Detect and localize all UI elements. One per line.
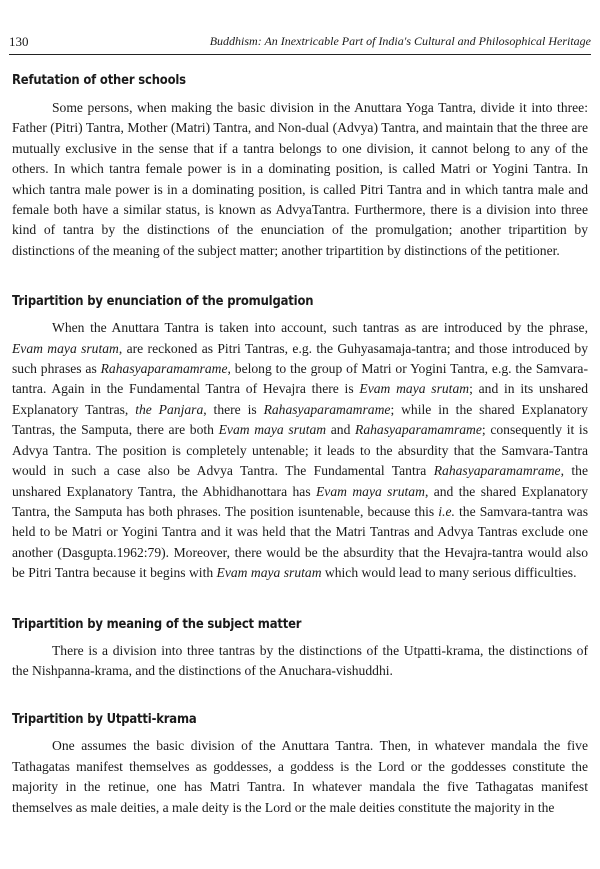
paragraph <box>12 641 588 682</box>
paragraph <box>12 98 588 261</box>
text-run: , there is <box>203 401 264 417</box>
italic-term: i.e. <box>438 503 455 519</box>
italic-term: Evam maya srutam <box>316 483 425 499</box>
italic-term: Evam maya srutam <box>216 565 322 581</box>
italic-term: Rahasyaparamamrame <box>263 401 391 417</box>
italic-term: Evam maya srutam <box>218 422 327 438</box>
running-header <box>9 32 591 55</box>
text-run: , belong to the group of Matri or Yogini Tantra, e.g. the Samvara-tantra. Again in the Fundamental Tantra of Hevajra there is <box>12 361 588 397</box>
italic-term: Rahasyaparamamrame <box>355 422 482 438</box>
text-run: the Samvara-tantra was held to be Matri or Yogini Tantra and it was held that the Matri Tantras and Advya Tantras exclude one another (Dasgupta.1962:79). Moreover, there would be the absurdity that the Hevajra-tantra would also be Pitri Tantra because it begins with <box>12 503 588 581</box>
text-run: , and the shared Explanatory Tantra, the Samputa has both phrases. The position isuntenable, because this <box>12 483 589 519</box>
text-run: ; consequently it is Advya Tantra. The position is completely untenable; it leads to the absurdity that the Samvara-Tantra would in such a case also be Advya Tantra. The Fundamental Tantra <box>12 422 588 479</box>
italic-term: Rahasyaparamamrame <box>100 361 228 377</box>
text-run: , are reckoned as Pitri Tantras, e.g. the Guhyasamaja-tantra; and those introduced by such phrases as <box>12 340 588 377</box>
italic-term: Evam maya srutam <box>12 340 119 356</box>
italic-term: Evam maya srutam <box>359 381 470 397</box>
section-enunciation <box>12 291 588 583</box>
section-heading: Tripartition by enunciation of the promulgation <box>12 294 314 310</box>
text-run: There is a division into three tantras by the distinctions of the Utpatti-krama, the distinctions of the Nishpanna-krama, and the distinctions of the Anuchara-vishuddhi. <box>12 642 588 678</box>
text-run: Some persons, when making the basic division in the Anuttara Yoga Tantra, divide it into three: Father (Pitri) Tantra, Mother (Matri) Tantra, and Non-dual (Advya) Tantra, and maintain that the three are mutually exclusive in the sense that if a tantra belongs to one division, it cannot belong to any of the others. In which tantra female power is in a dominating position, is called Matri or Yogini Tantra. In which tantra male power is in a dominating position, is called Pitri Tantra and in which tantra male and female both have a similar status, is known as AdvyaTantra. Furthermore, there is a division into three kind of tantra by the distinctions of the enunciation of the promulgation; another tripartition by distinctions of the meaning of the subject matter; another tripartition by distinctions of the petitioner. <box>12 100 588 258</box>
section-heading: Refutation of other schools <box>12 73 186 88</box>
italic-term: the Panjara <box>135 401 204 417</box>
text-run: ; while in the shared Explanatory Tantras, the Samputa, there are both <box>12 401 588 438</box>
text-run: and <box>326 422 356 438</box>
running-title: Buddhism: An Inextricable Part of India's Cultural and Philosophical Heritage <box>209 34 591 48</box>
section-refutation <box>12 70 588 261</box>
text-run: One assumes the basic division of the Anuttara Tantra. Then, in whatever mandala the five Tathagatas manifest themselves as goddesses, a goddess is the Lord or the goddesses constitute the majority in the retinue, one has Matri Tantra. In whatever mandala the five Tathagatas manifest themselves as male deities, a male deity is the Lord or the male deities constitute the majority in the <box>12 738 588 815</box>
page-number: 130 <box>9 34 29 49</box>
text-run: ; and in its unshared Explanatory Tantras, <box>12 381 588 417</box>
body-content <box>12 70 588 818</box>
text-run: which would lead to many serious difficulties. <box>321 565 577 581</box>
text-run: , the unshared Explanatory Tantra, the Abhidhanottara has <box>12 463 588 499</box>
section-subject-matter <box>12 614 588 682</box>
section-heading: Tripartition by meaning of the subject matter <box>12 616 302 632</box>
section-utpatti-krama <box>12 709 588 818</box>
italic-term: Rahasyaparamamrame <box>433 463 561 479</box>
paragraph <box>12 318 588 583</box>
paragraph <box>12 736 588 818</box>
section-heading: Tripartition by Utpatti-krama <box>12 712 197 728</box>
text-run: When the Anuttara Tantra is taken into account, such tantras as are introduced by the phrase, <box>52 320 588 336</box>
